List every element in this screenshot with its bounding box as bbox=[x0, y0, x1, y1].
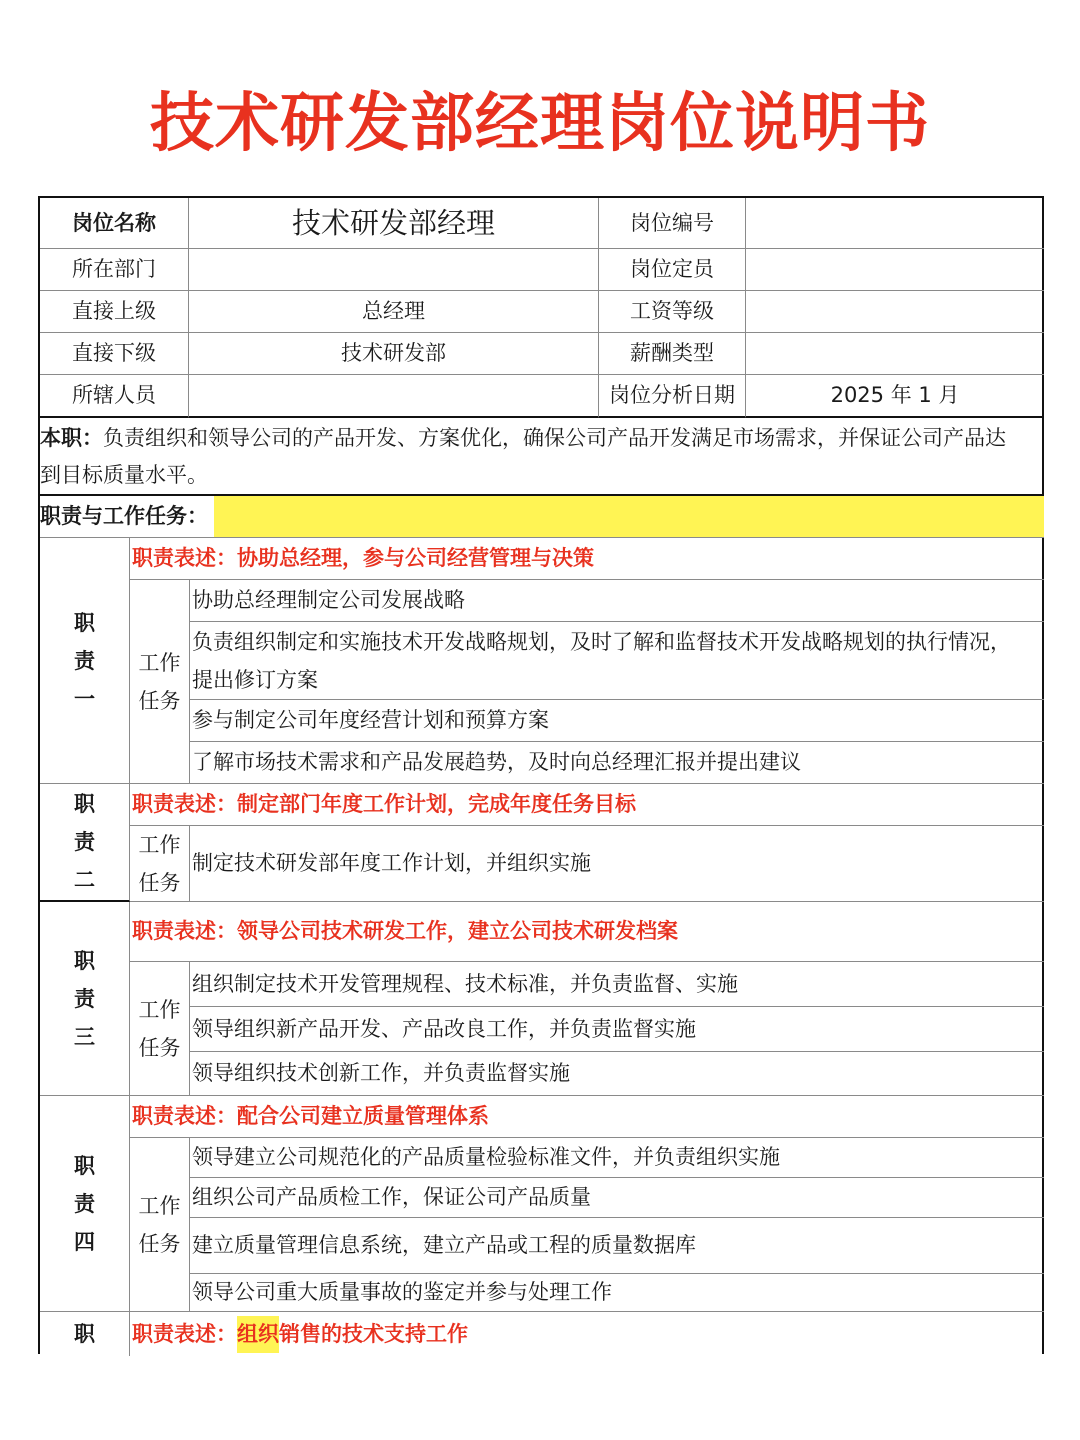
position-name-value: 技术研发部经理 bbox=[189, 198, 599, 249]
duty-3-task-2: 领导组织新产品开发、产品改良工作，并负责监督实施 bbox=[190, 1007, 1044, 1052]
pay-type-value bbox=[746, 333, 1044, 375]
summary-line-2: 到目标质量水平。 bbox=[40, 463, 208, 487]
duty-5-label: 职 bbox=[40, 1312, 130, 1356]
duty-5-statement: 职责表述： 组织 销售的技术支持工作 bbox=[130, 1312, 1044, 1356]
page-title: 技术研发部经理岗位说明书 bbox=[150, 87, 930, 161]
duty-4-task-label: 工作 任务 bbox=[130, 1138, 190, 1312]
subordinate-label: 直接下级 bbox=[40, 333, 189, 375]
dept-label: 所在部门 bbox=[40, 249, 189, 291]
duty-1-task-4: 了解市场技术需求和产品发展趋势，及时向总经理汇报并提出建议 bbox=[190, 742, 1044, 784]
duties-header: 职责与工作任务： bbox=[40, 496, 214, 538]
grade-value bbox=[746, 291, 1044, 333]
analysis-date-label: 岗位分析日期 bbox=[599, 375, 746, 418]
duty-1-task-3: 参与制定公司年度经营计划和预算方案 bbox=[190, 700, 1044, 742]
superior-label: 直接上级 bbox=[40, 291, 189, 333]
duty-3-task-3: 领导组织技术创新工作，并负责监督实施 bbox=[190, 1052, 1044, 1096]
duty-2-statement: 职责表述：制定部门年度工作计划，完成年度任务目标 bbox=[130, 784, 1044, 826]
summary-line-1: 负责组织和领导公司的产品开发、方案优化，确保公司产品开发满足市场需求，并保证公司产品达 bbox=[103, 426, 1006, 450]
duty-3-task-1: 组织制定技术开发管理规程、技术标准，并负责监督、实施 bbox=[190, 962, 1044, 1007]
position-no-value bbox=[746, 198, 1044, 249]
duty-4-task-4: 领导公司重大质量事故的鉴定并参与处理工作 bbox=[190, 1274, 1044, 1312]
duty-1-task-1: 协助总经理制定公司发展战略 bbox=[190, 580, 1044, 622]
duty-1-label: 职 责 一 bbox=[40, 538, 130, 784]
duty-3-statement: 职责表述：领导公司技术研发工作，建立公司技术研发档案 bbox=[130, 902, 1044, 962]
superior-value: 总经理 bbox=[189, 291, 599, 333]
subordinate-value: 技术研发部 bbox=[189, 333, 599, 375]
duties-header-highlight bbox=[214, 496, 1044, 538]
duty-1-statement: 职责表述：协助总经理，参与公司经营管理与决策 bbox=[130, 538, 1044, 580]
duty-2-task-1: 制定技术研发部年度工作计划，并组织实施 bbox=[190, 826, 1044, 902]
headcount-value bbox=[746, 249, 1044, 291]
pay-type-label: 薪酬类型 bbox=[599, 333, 746, 375]
summary-label: 本职： bbox=[40, 426, 103, 450]
headcount-label: 岗位定员 bbox=[599, 249, 746, 291]
duty-1-task-label: 工作 任务 bbox=[130, 580, 190, 784]
duty-4-task-3: 建立质量管理信息系统，建立产品或工程的质量数据库 bbox=[190, 1218, 1044, 1274]
job-summary bbox=[40, 418, 1044, 496]
duty-3-label: 职 责 三 bbox=[40, 902, 130, 1096]
duty-4-statement: 职责表述：配合公司建立质量管理体系 bbox=[130, 1096, 1044, 1138]
duty-4-label: 职 责 四 bbox=[40, 1096, 130, 1312]
statement-highlight: 组织 bbox=[237, 1316, 279, 1353]
duty-4-task-2: 组织公司产品质检工作，保证公司产品质量 bbox=[190, 1178, 1044, 1218]
duty-2-label: 职 责 二 bbox=[40, 784, 130, 902]
position-name-label: 岗位名称 bbox=[40, 198, 189, 249]
job-description-table bbox=[38, 196, 1044, 1354]
staff-value bbox=[189, 375, 599, 418]
staff-label: 所辖人员 bbox=[40, 375, 189, 418]
duty-1-task-2: 负责组织制定和实施技术开发战略规划，及时了解和监督技术开发战略规划的执行情况， 提出修订方案 bbox=[190, 622, 1044, 700]
grade-label: 工资等级 bbox=[599, 291, 746, 333]
duty-2-task-label: 工作 任务 bbox=[130, 826, 190, 902]
position-no-label: 岗位编号 bbox=[599, 198, 746, 249]
analysis-date-value: 2025 年 1 月 bbox=[746, 375, 1044, 418]
dept-value bbox=[189, 249, 599, 291]
duty-4-task-1: 领导建立公司规范化的产品质量检验标准文件，并负责组织实施 bbox=[190, 1138, 1044, 1178]
duty-3-task-label: 工作 任务 bbox=[130, 962, 190, 1096]
